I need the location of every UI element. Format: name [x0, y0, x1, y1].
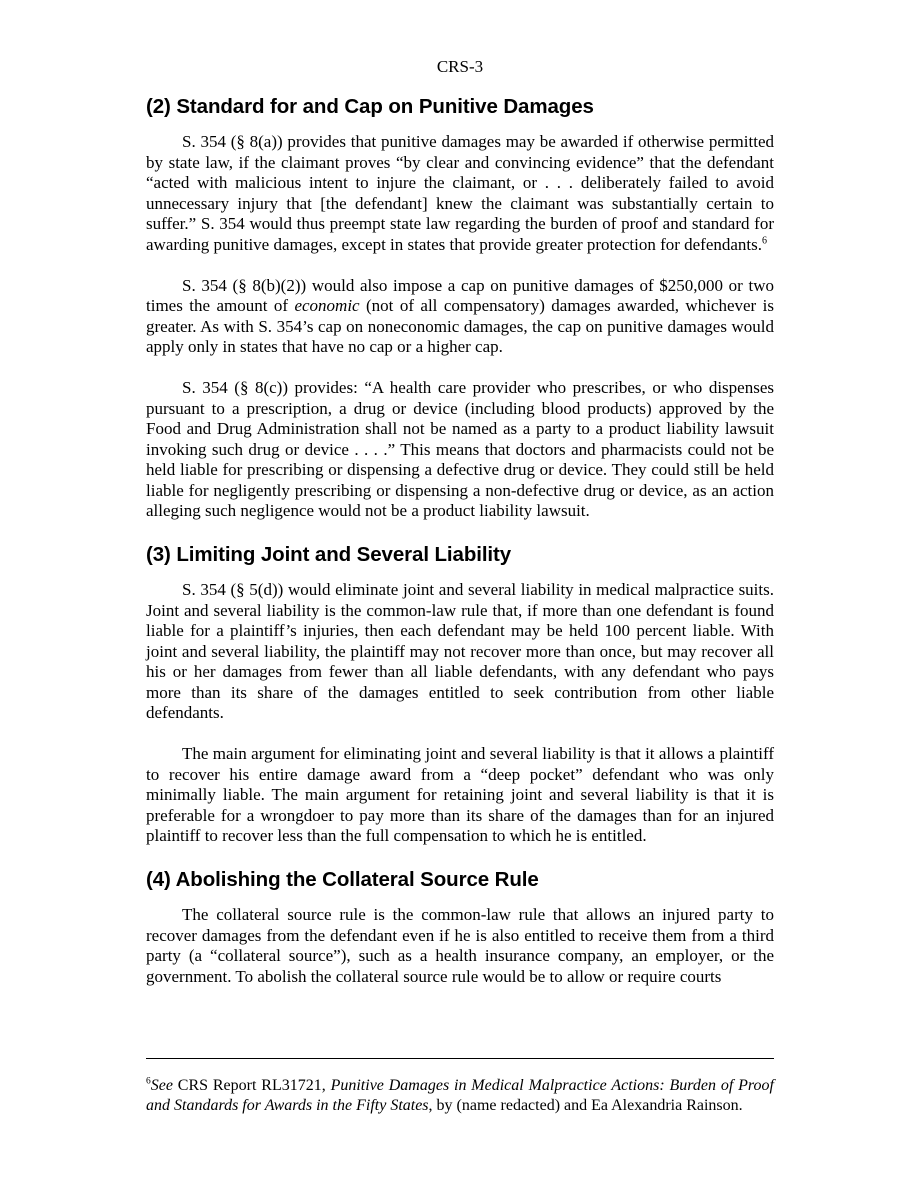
paragraph	[146, 580, 774, 724]
emphasized-text: economic	[294, 296, 360, 315]
footnote-title: Punitive Damages in Medical Malpractice Actions: Burden of Proof and Standards for Awards in the Fifty States	[146, 1077, 774, 1114]
section-punitive-damages	[146, 94, 774, 522]
footnote-divider	[146, 1058, 774, 1059]
paragraph	[146, 744, 774, 847]
footnote-report: CRS Report RL31721,	[172, 1077, 331, 1094]
footnote	[146, 1076, 774, 1116]
paragraph	[146, 905, 774, 987]
paragraph-text: S. 354 (§ 5(d)) would eliminate joint and several liability in medical malpractice suits. Joint and several liability is the common-law rule that, if more than one defendant is found liable for a plaintiff’s injuries, then each defendant may be held 100 percent liable. With joint and several liability, the plaintiff may not recover more than once, but may recover all his or her damages from fewer than all liable defendants, with any defendant who pays more than its share of the damages entitled to seek contribution from other liable defendants.	[146, 580, 774, 722]
paragraph-text: S. 354 (§ 8(a)) provides that punitive damages may be awarded if otherwise permitted by state law, if the claimant proves “by clear and convincing evidence” that the defendant “acted with malicious intent to injure the claimant, or . . . deliberately failed to avoid unnecessary injury that [the defendant] knew the claimant was substantially certain to suffer.” S. 354 would thus preempt state law regarding the burden of proof and standard for awarding punitive damages, except in states that provide greater protection for defendants.	[146, 132, 774, 254]
section-collateral-source	[146, 867, 774, 987]
page-body	[146, 94, 774, 987]
footnote-number: 6	[146, 1076, 151, 1087]
section-joint-several-liability	[146, 542, 774, 847]
section-heading: (2) Standard for and Cap on Punitive Damages	[146, 95, 594, 118]
paragraph	[146, 132, 774, 255]
paragraph	[146, 276, 774, 358]
page-number: CRS-3	[436, 57, 484, 76]
paragraph-text: The main argument for eliminating joint and several liability is that it allows a plaintiff to recover his entire damage award from a “deep pocket” defendant who was only minimally liable. The main argument for retaining joint and several liability is that it is preferable for a wrongdoer to pay more than its share of the damages than for an injured plaintiff to recover less than the full compensation to which he is entitled.	[146, 744, 774, 845]
paragraph-text: (not of all compensatory) damages awarded, whichever is greater. As with S. 354’s cap on noneconomic damages, the cap on punitive damages would apply only in states that have no cap or a higher cap.	[146, 296, 774, 356]
paragraph	[146, 378, 774, 522]
section-heading: (4) Abolishing the Collateral Source Rule	[146, 868, 539, 891]
paragraph-text: S. 354 (§ 8(c)) provides: “A health care provider who prescribes, or who dispenses pursuant to a prescription, a drug or device (including blood products) approved by the Food and Drug Administration shall not be named as a party to a product liability lawsuit invoking such drug or device . . . .” This means that doctors and pharmacists could not be held liable for prescribing or dispensing a defective drug or device. They could still be held liable for negligently prescribing or dispensing a non-defective drug or device, as an action alleging such negligence would not be a product liability lawsuit.	[146, 378, 774, 520]
footnote-see: See	[150, 1077, 173, 1094]
footnote-reference[interactable]: 6	[762, 234, 768, 246]
footnote-authors: , by (name redacted) and Ea Alexandria Rainson.	[428, 1097, 743, 1114]
paragraph-text: S. 354 (§ 8(b)(2)) would also impose a cap on punitive damages of $250,000 or two times the amount of	[146, 275, 774, 315]
paragraph-text: The collateral source rule is the common-law rule that allows an injured party to recover damages from the defendant even if he is also entitled to receive them from a third party (a “collateral source”), such as a health insurance company, an employer, or the government. To abolish the collateral source rule would be to allow or require courts	[146, 905, 774, 986]
section-heading: (3) Limiting Joint and Several Liability	[146, 543, 512, 566]
